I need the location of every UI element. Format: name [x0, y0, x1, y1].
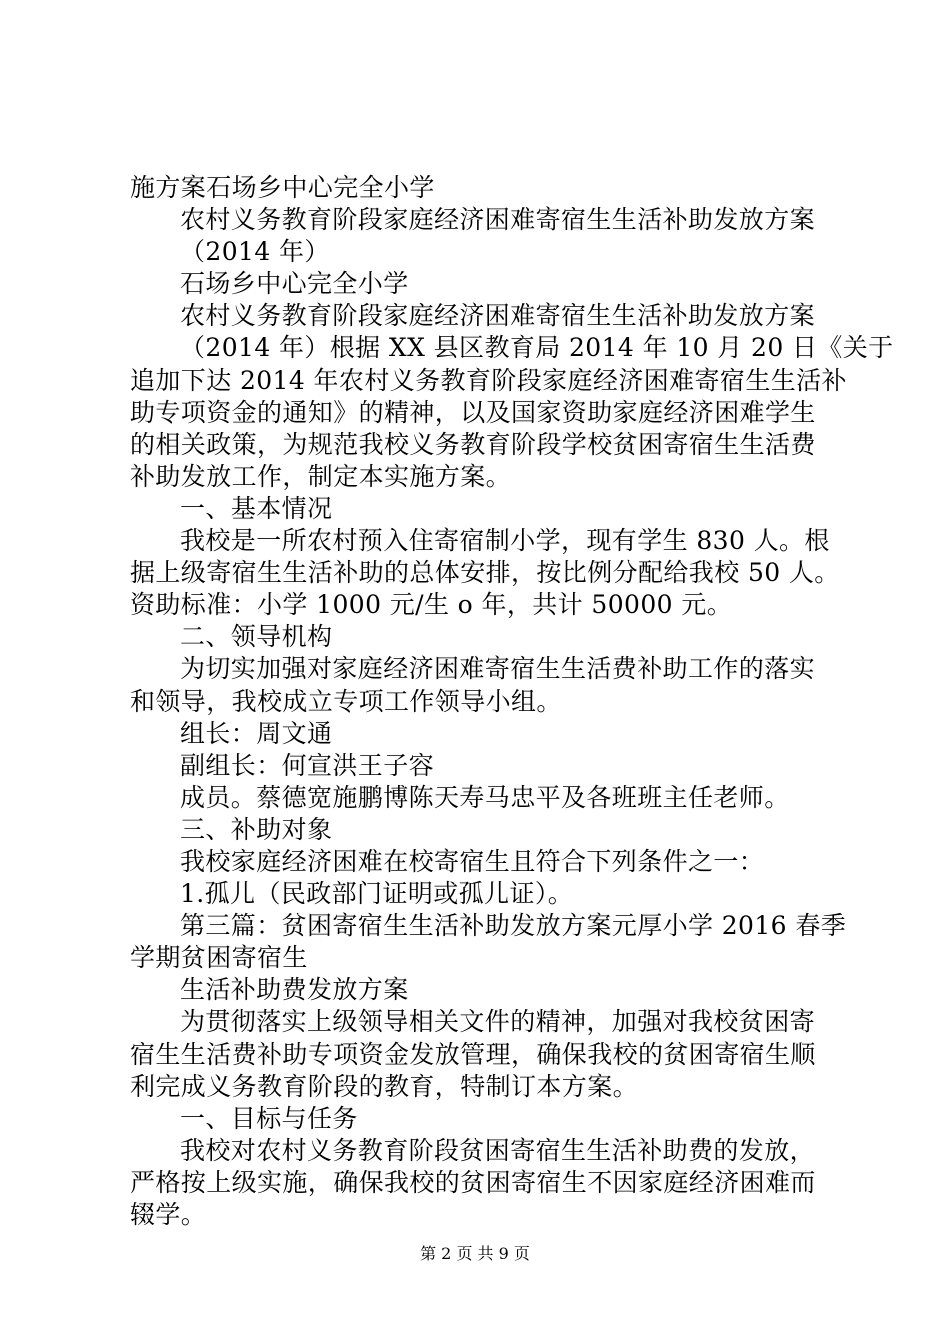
- text-line: 副组长：何宣洪王子容: [180, 750, 435, 780]
- text-line: 组长：周文通: [180, 718, 333, 748]
- text-line: （2014 年）: [180, 237, 330, 267]
- text-line: 农村义务教育阶段家庭经济困难寄宿生生活补助发放方案: [180, 301, 816, 331]
- text-line: 据上级寄宿生生活补助的总体安排，按比例分配给我校 50 人。: [130, 558, 840, 588]
- text-line: 我校家庭经济困难在校寄宿生且符合下列条件之一：: [180, 846, 765, 876]
- text-line: 石场乡中心完全小学: [180, 269, 409, 299]
- text-line: 二、领导机构: [180, 622, 333, 652]
- text-line: 我校是一所农村预入住寄宿制小学，现有学生 830 人。根: [180, 526, 830, 556]
- text-line: 施方案石场乡中心完全小学: [130, 173, 435, 202]
- text-line: 补助发放工作，制定本实施方案。: [130, 461, 512, 491]
- text-line: 严格按上级实施，确保我校的贫困寄宿生不因家庭经济困难而: [130, 1167, 816, 1197]
- text-line: 为贯彻落实上级领导相关文件的精神，加强对我校贫困寄: [180, 1007, 816, 1037]
- document-body: [130, 172, 894, 1231]
- text-line: （2014 年）根据 XX 县区教育局 2014 年 10 月 20 日《关于: [180, 333, 894, 363]
- text-line: 辍学。: [130, 1200, 207, 1229]
- text-line: 利完成义务教育阶段的教育，特制订本方案。: [130, 1071, 639, 1101]
- text-line: 资助标准：小学 1000 元/生 o 年，共计 50000 元。: [130, 590, 733, 620]
- text-line: 我校对农村义务教育阶段贫困寄宿生生活补助费的发放，: [180, 1135, 816, 1165]
- text-line: 和领导，我校成立专项工作领导小组。: [130, 686, 562, 716]
- text-line: 为切实加强对家庭经济困难寄宿生生活费补助工作的落实: [180, 654, 816, 684]
- text-line: 生活补助费发放方案: [180, 975, 409, 1005]
- text-line: 学期贫困寄宿生: [130, 943, 308, 973]
- text-line: 三、补助对象: [180, 814, 333, 844]
- text-line: 一、目标与任务: [180, 1103, 358, 1133]
- text-line: 农村义务教育阶段家庭经济困难寄宿生生活补助发放方案: [180, 205, 816, 235]
- text-line: 成员。蔡德宽施鹏博陈天寿马忠平及各班班主任老师。: [180, 782, 790, 812]
- text-line: 第三篇：贫困寄宿生生活补助发放方案元厚小学 2016 春季: [180, 911, 847, 941]
- text-line: 的相关政策，为规范我校义务教育阶段学校贫困寄宿生生活费: [130, 429, 816, 459]
- text-line: 助专项资金的通知》的精神，以及国家资助家庭经济困难学生: [130, 397, 816, 427]
- text-line: 1.孤儿（民政部门证明或孤儿证）。: [180, 879, 574, 909]
- text-line: 宿生生活费补助专项资金发放管理，确保我校的贫困寄宿生顺: [130, 1039, 816, 1069]
- text-line: 追加下达 2014 年农村义务教育阶段家庭经济困难寄宿生生活补: [130, 365, 847, 395]
- text-line: 一、基本情况: [180, 493, 333, 523]
- page-number-footer: 第 2 页 共 9 页: [420, 1244, 530, 1263]
